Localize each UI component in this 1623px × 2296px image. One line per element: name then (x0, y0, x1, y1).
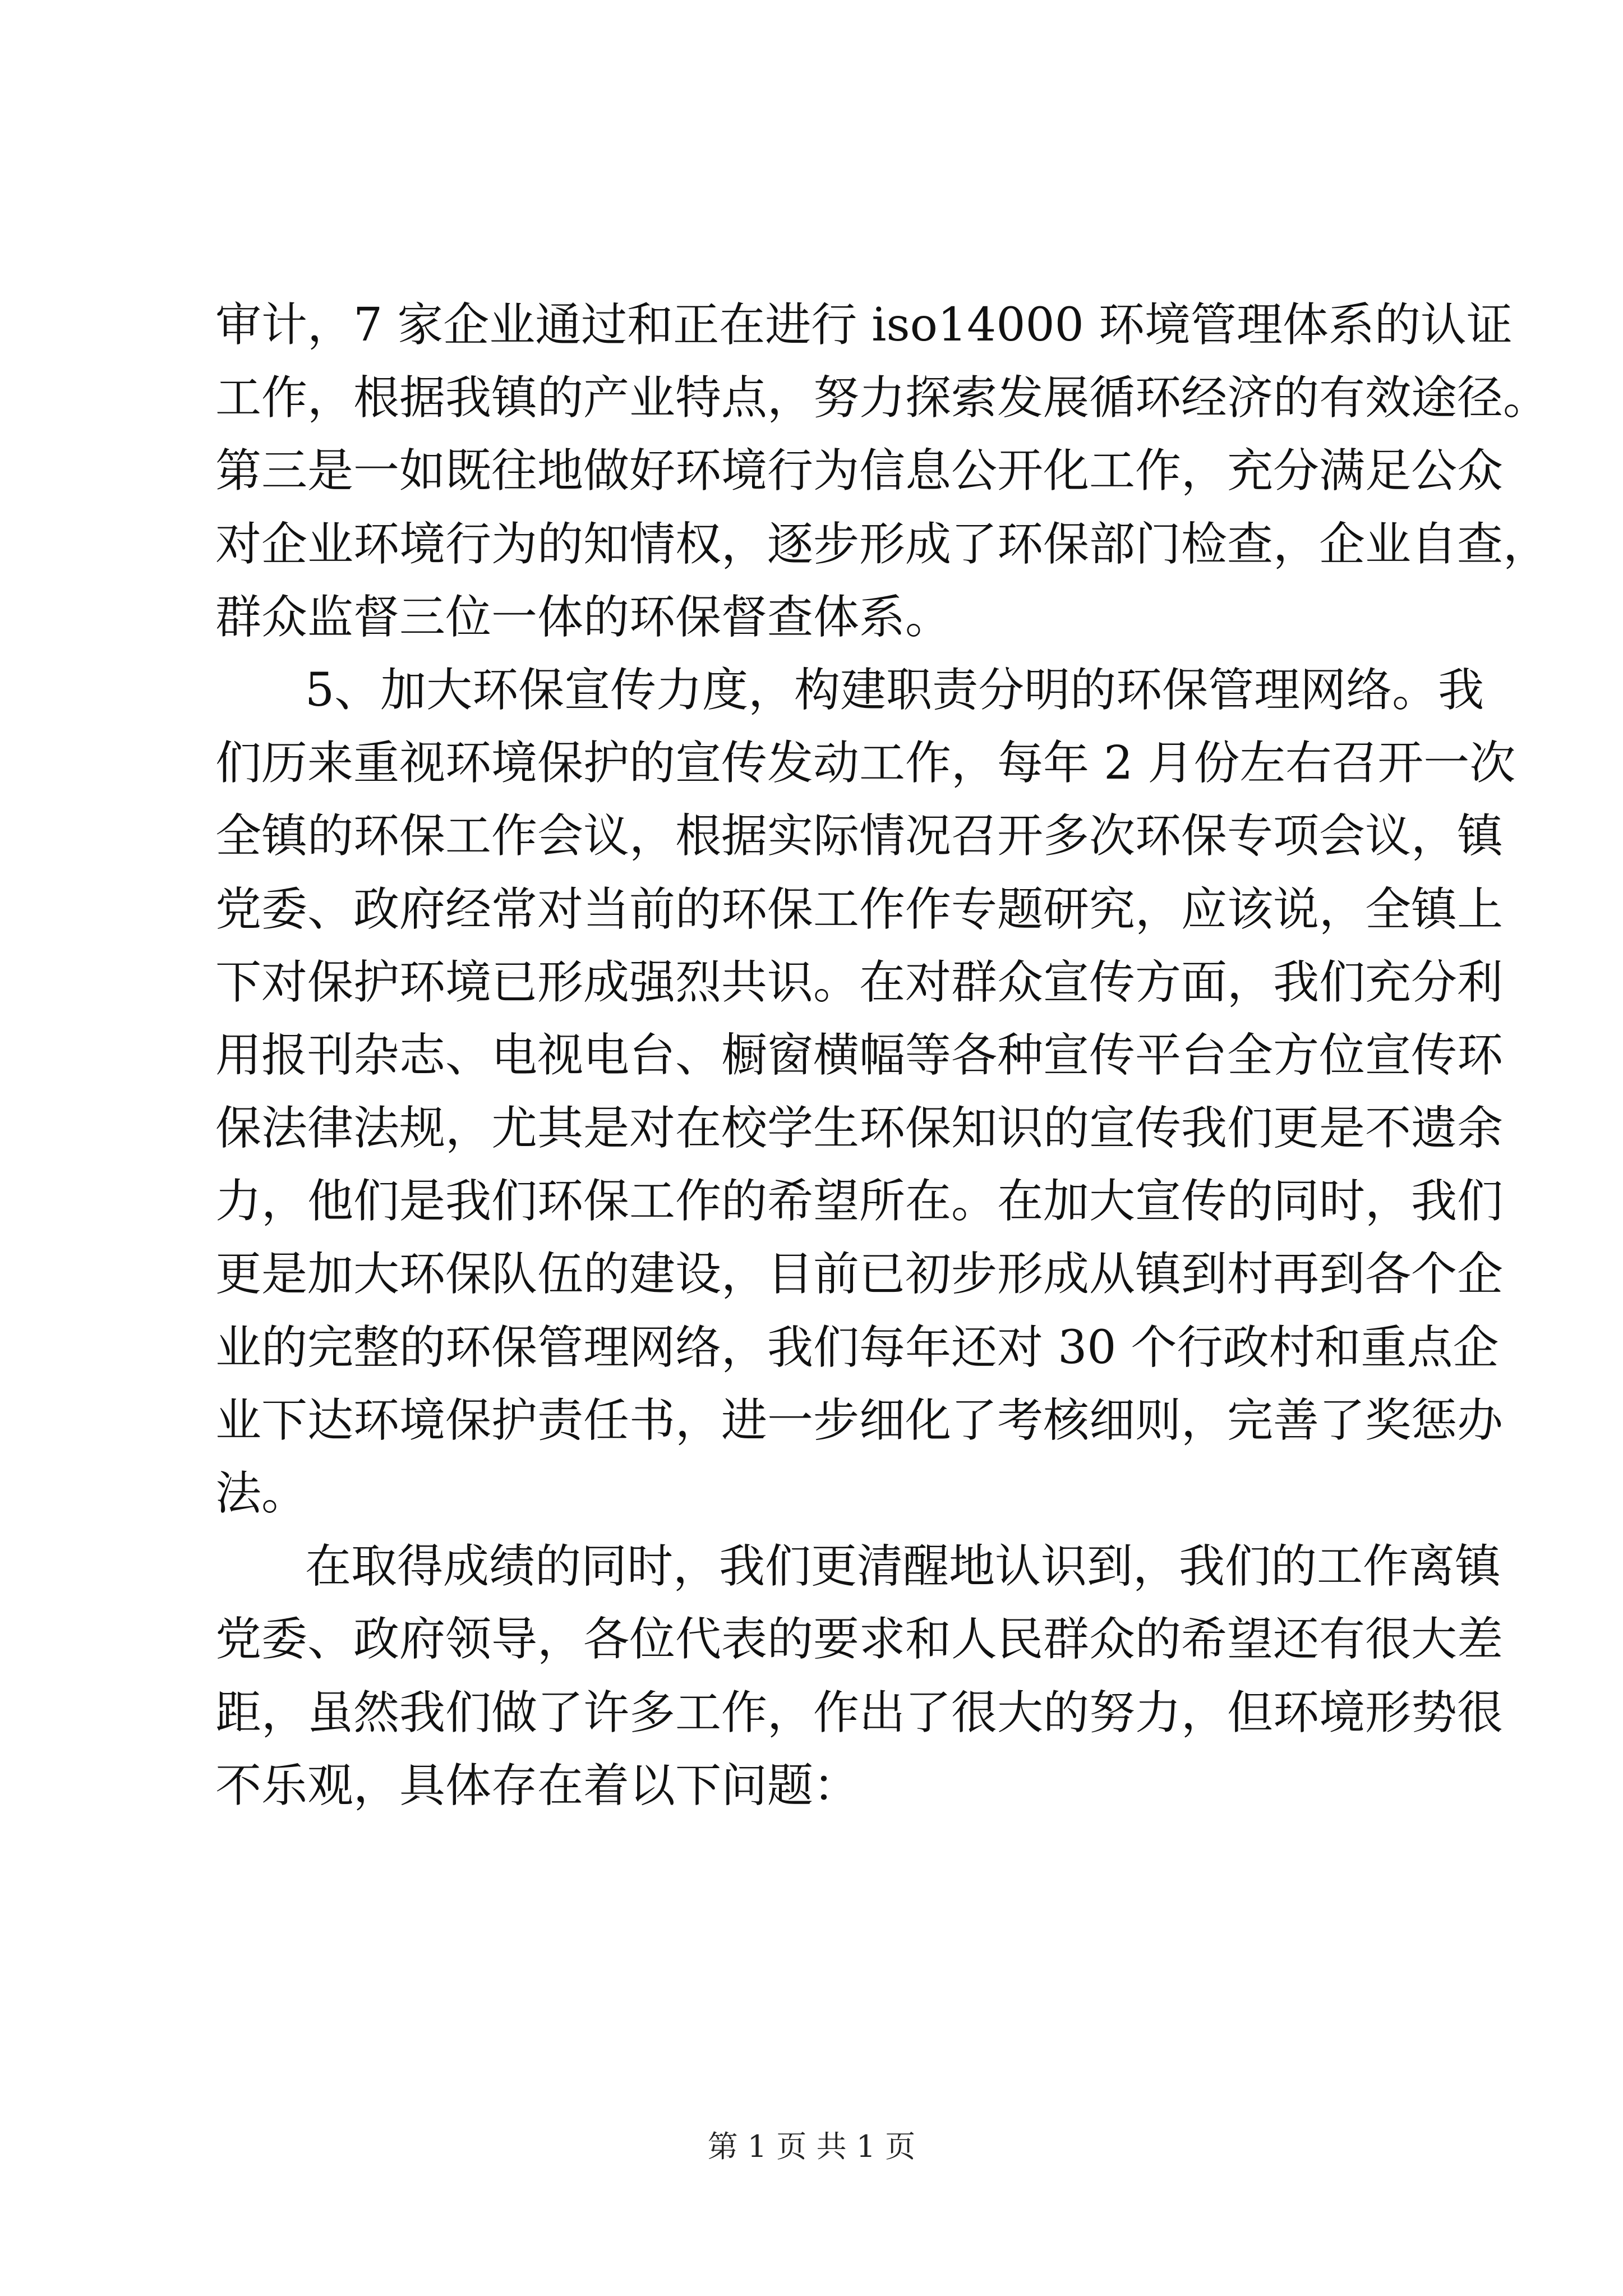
text-line: 群众监督三位一体的环保督查体系。 (215, 590, 952, 644)
text-line: 法。 (215, 1467, 308, 1520)
text-line: 业的完整的环保管理网络，我们每年还对 30 个行政村和重点企 (215, 1320, 1499, 1374)
text-line: 在取得成绩的同时，我们更清醒地认识到，我们的工作离镇 (305, 1540, 1501, 1594)
text-line: 工作，根据我镇的产业特点，努力探索发展循环经济的有效途径。 (215, 371, 1550, 425)
paragraph-3 (215, 1530, 1504, 1823)
text-line: 全镇的环保工作会议，根据实际情况召开多次环保专项会议，镇 (215, 809, 1504, 863)
text-line: 们历来重视环境保护的宣传发动工作，每年 2 月份左右召开一次 (215, 737, 1516, 790)
text-line: 用报刊杂志、电视电台、橱窗横幅等各种宣传平台全方位宣传环 (215, 1028, 1504, 1082)
text-line: 党委、政府领导，各位代表的要求和人民群众的希望还有很大差 (215, 1613, 1504, 1667)
text-line: 下对保护环境已形成强烈共识。在对群众宣传方面，我们充分利 (215, 955, 1504, 1009)
text-line: 力，他们是我们环保工作的希望所在。在加大宣传的同时，我们 (215, 1175, 1504, 1228)
text-line: 保法律法规，尤其是对在校学生环保知识的宣传我们更是不遗余 (215, 1102, 1504, 1156)
paragraph-2 (215, 654, 1516, 1530)
paragraph-1 (215, 289, 1550, 654)
text-line: 第三是一如既往地做好环境行为信息公开化工作，充分满足公众 (215, 444, 1504, 498)
text-line: 更是加大环保队伍的建设，目前已初步形成从镇到村再到各个企 (215, 1248, 1504, 1301)
text-line: 不乐观，具体存在着以下问题： (215, 1759, 860, 1812)
text-line: 党委、政府经常对当前的环保工作作专题研究，应该说，全镇上 (215, 882, 1504, 936)
page-number-footer: 第 1 页 共 1 页 (707, 2129, 916, 2164)
text-line: 距，虽然我们做了许多工作，作出了很大的努力，但环境形势很 (215, 1686, 1504, 1740)
document-body (215, 289, 1550, 1823)
text-line: 5、加大环保宣传力度，构建职责分明的环保管理网络。我 (305, 663, 1484, 717)
text-line: 审计，7 家企业通过和正在进行 iso14000 环境管理体系的认证 (215, 298, 1513, 352)
text-line: 业下达环境保护责任书，进一步细化了考核细则，完善了奖惩办 (215, 1393, 1504, 1447)
text-line: 对企业环境行为的知情权，逐步形成了环保部门检查，企业自查， (215, 517, 1550, 571)
